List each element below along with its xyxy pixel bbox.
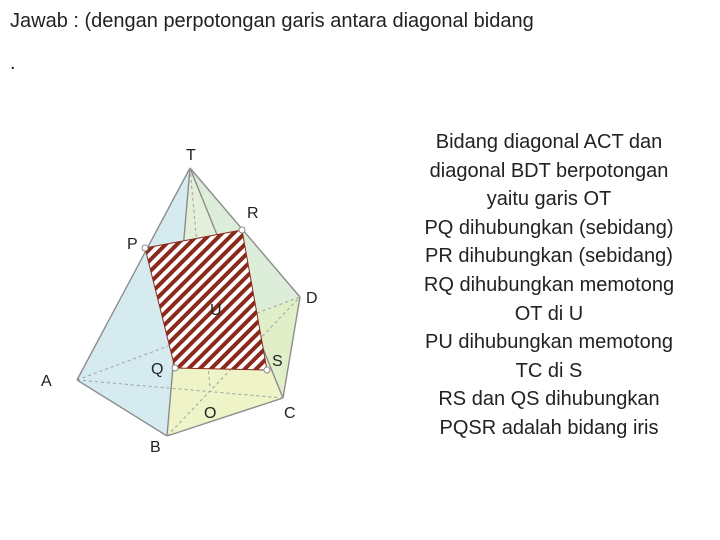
explanation-line: Bidang diagonal ACT dan [435, 131, 663, 153]
label-d: D [306, 290, 318, 307]
heading: Jawab : (dengan perpotongan garis antara diagonal bidang [10, 10, 534, 32]
label-t: T [186, 147, 196, 164]
point-r [239, 227, 245, 233]
explanation-line: TC di S [515, 359, 583, 382]
point-q [172, 365, 178, 371]
label-q: Q [151, 361, 164, 378]
label-c: C [284, 405, 296, 422]
explanation-line: PU dihubungkan memotong [425, 331, 673, 354]
explanation-line: PR dihubungkan (sebidang) [425, 245, 673, 268]
label-u: U [210, 302, 222, 319]
explanation-line: RQ dihubungkan memotong [423, 273, 675, 296]
explanation-text [386, 128, 712, 443]
explanation-line: RS dan QS dihubungkan [438, 388, 660, 411]
label-p: P [127, 236, 138, 253]
point-p [142, 245, 148, 251]
label-s: S [272, 353, 283, 370]
label-b: B [150, 439, 161, 456]
explanation-line: PQ dihubungkan (sebidang) [424, 216, 674, 239]
explanation-line: yaitu garis OT [486, 188, 612, 211]
heading-continuation: . [10, 52, 16, 74]
label-o: O [204, 405, 217, 422]
label-r: R [247, 205, 259, 222]
explanation-line: diagonal BDT berpotongan [429, 159, 669, 182]
point-s [264, 367, 270, 373]
explanation-line: OT di U [514, 302, 584, 325]
label-a: A [41, 373, 52, 390]
explanation-line: PQSR adalah bidang iris [439, 416, 659, 439]
